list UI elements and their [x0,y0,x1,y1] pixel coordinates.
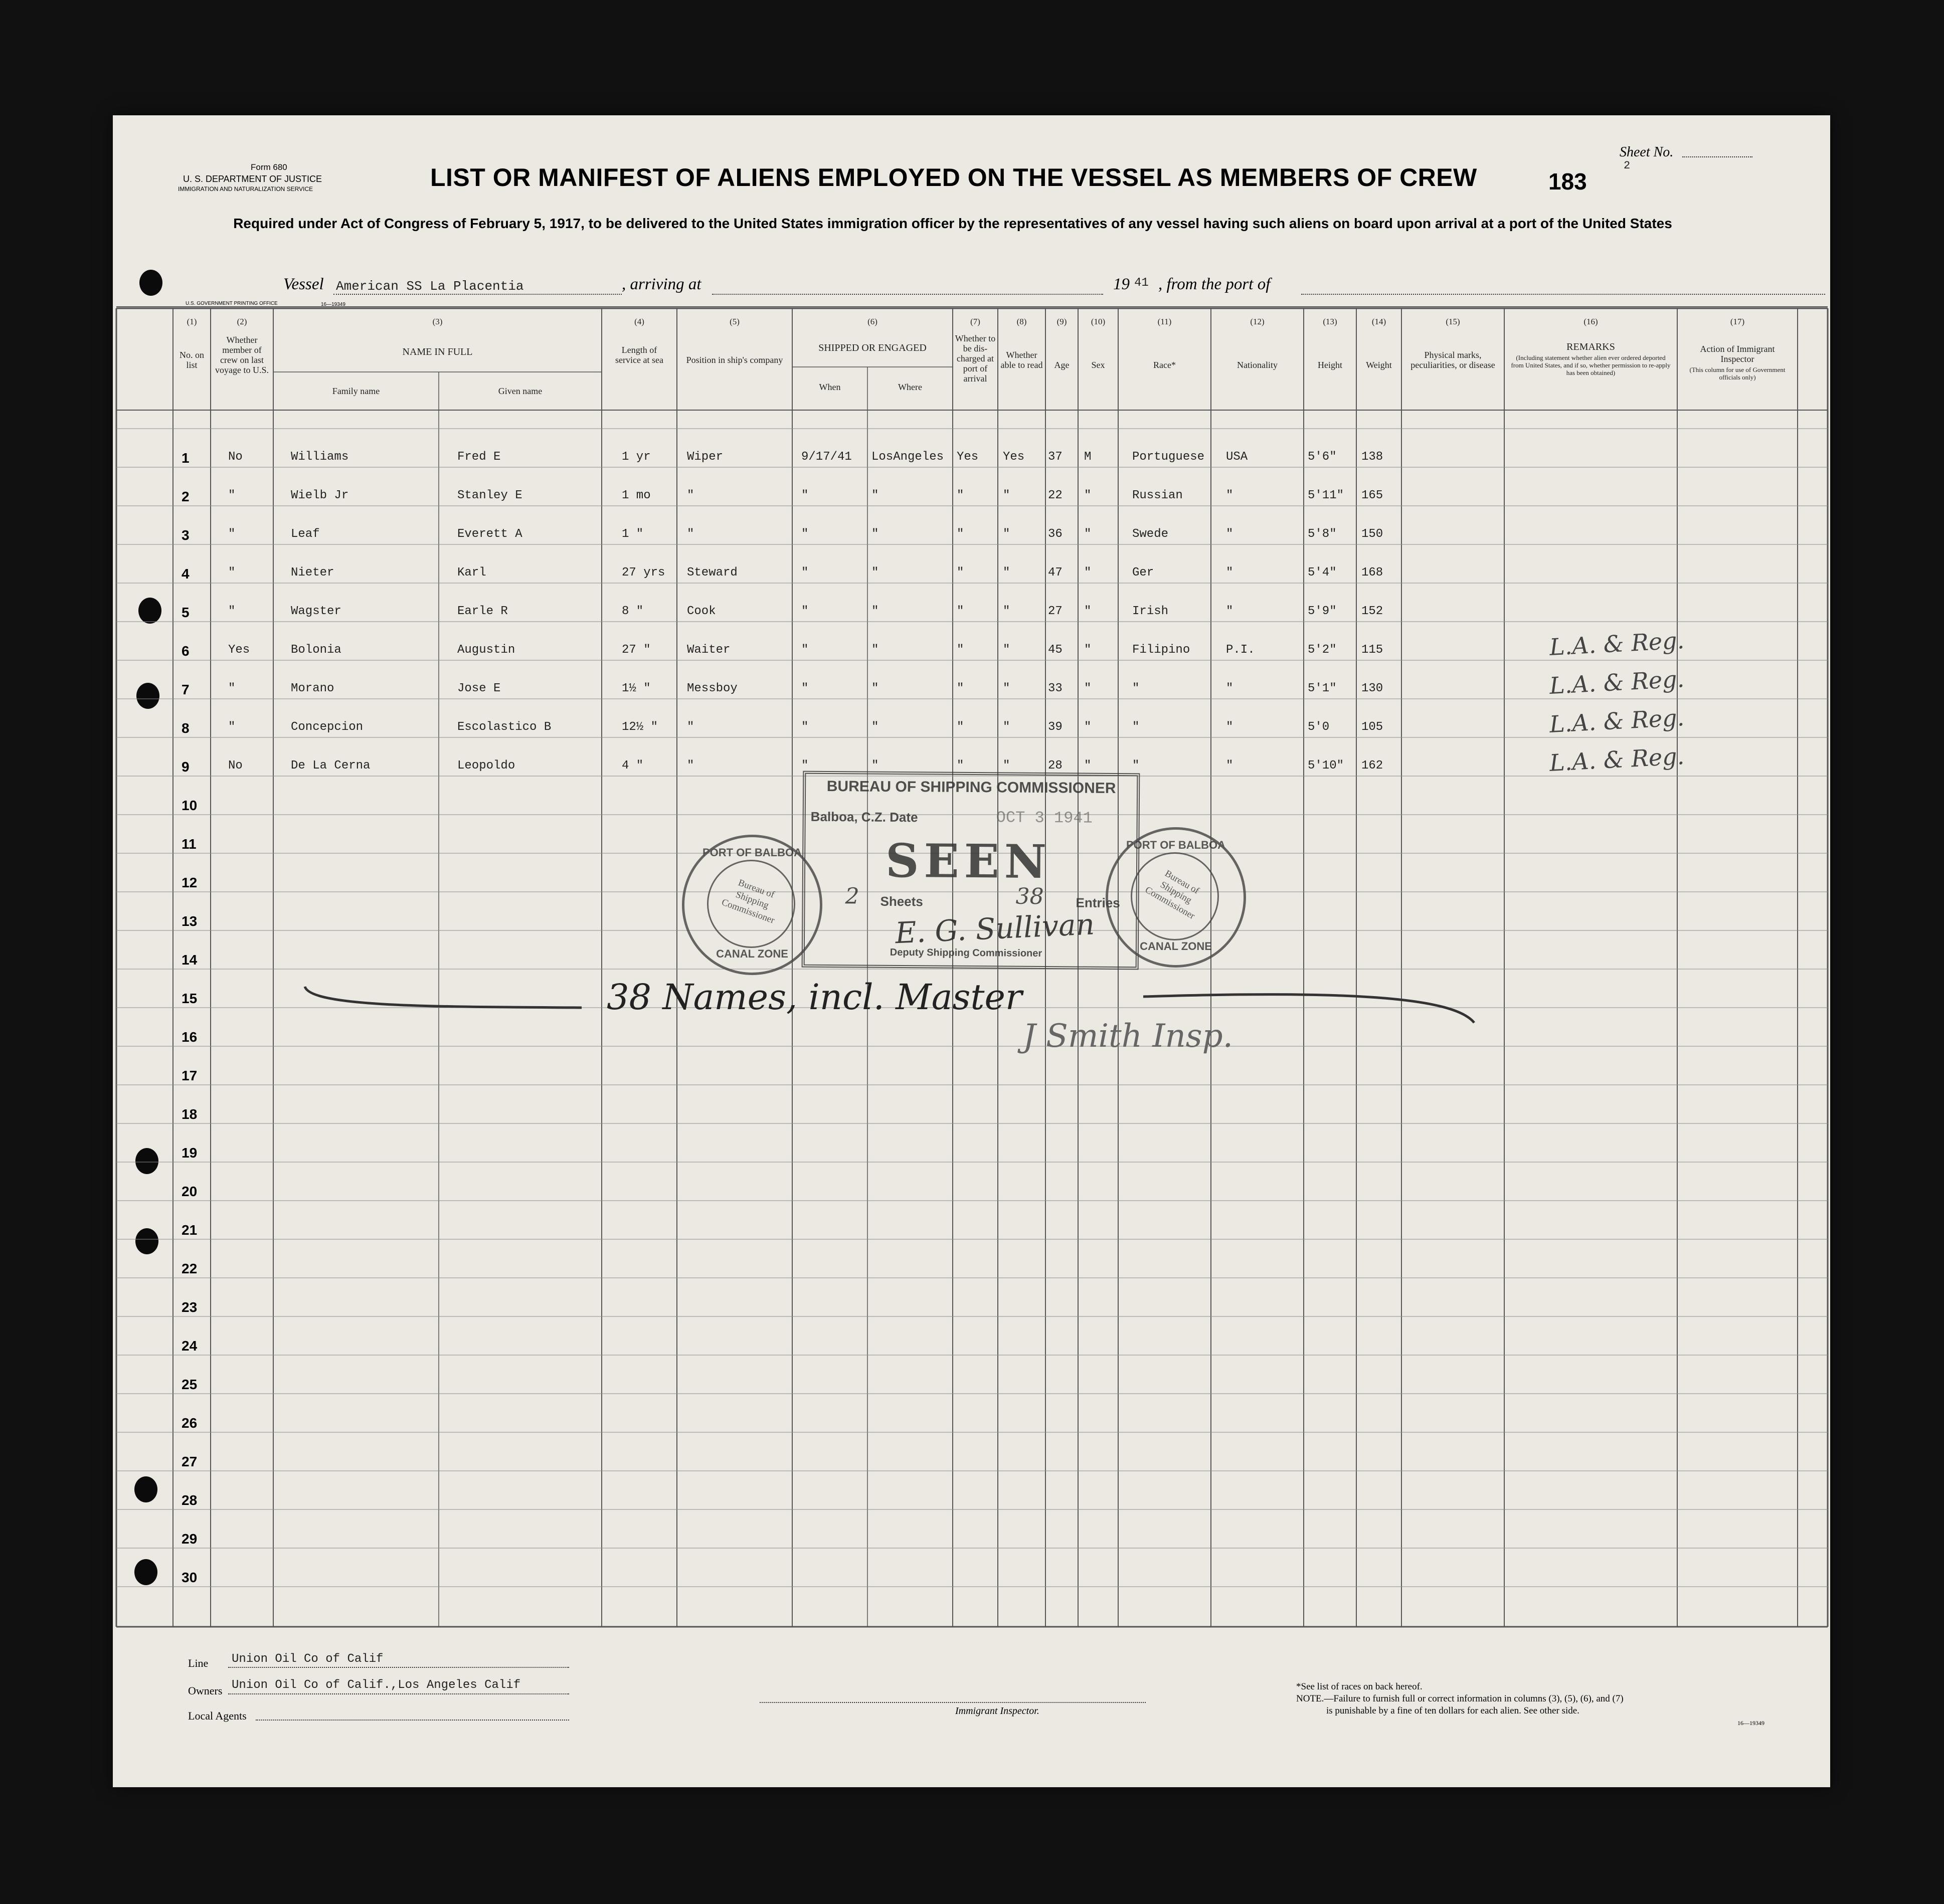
cell-race: Irish [1132,605,1169,618]
footer-line-value: Union Oil Co of Calif [232,1652,384,1666]
cell-age: 22 [1048,489,1063,502]
cell-where: " [871,527,879,541]
cell-age: 28 [1048,759,1063,773]
cell-no: 7 [182,682,190,697]
col-header-sex: Sex [1091,360,1105,370]
col-number: (1) [187,317,197,326]
cell-sex: " [1084,682,1092,695]
cell-given: Leopoldo [457,759,515,773]
cell-age: 37 [1048,450,1063,464]
cell-service: 8 " [622,605,644,618]
col-header-when: When [819,382,841,392]
cell-where: " [871,720,879,734]
cell-race: " [1132,682,1140,695]
cell-prev: No [228,450,243,464]
cell-prev: " [228,682,236,695]
row-number: 17 [182,1068,198,1083]
stamp-entries-label: Entries [1076,895,1120,911]
cell-no: 2 [182,489,190,504]
manifest-subtitle: Required under Act of Congress of February 5, 1917, to be delivered to the United States immigration officer by the representatives of any vessel having such aliens on board upon arrival at a port of the United States [233,216,1672,231]
cell-height: 5'4" [1308,566,1337,580]
cell-where: " [871,759,879,773]
row-number: 29 [182,1531,198,1547]
row-number: 23 [182,1299,198,1315]
cell-given: Stanley E [457,489,522,502]
col-header-family-name: Family name [332,386,380,396]
cell-race: " [1132,759,1140,773]
row-number: 13 [182,913,198,929]
cell-discharge: Yes [957,450,979,464]
cell-weight: 162 [1361,759,1383,773]
cell-read: " [1003,489,1010,502]
printing-office: U.S. GOVERNMENT PRINTING OFFICE [186,301,278,306]
cell-age: 47 [1048,566,1063,580]
cell-sex: " [1084,605,1092,618]
footer-owners-label: Owners [188,1684,223,1697]
year-value: 41 [1134,276,1149,290]
col-header-discharge: Whether to be dis-charged at port of arrival [955,333,996,384]
cell-family: Bolonia [291,643,341,657]
cell-service: 27 yrs [622,566,665,580]
cell-where: " [871,643,879,657]
cell-given: Escolastico B [457,720,552,734]
form-number: Form 680 [251,162,287,172]
cell-prev: " [228,566,236,580]
cell-height: 5'8" [1308,527,1337,541]
cell-read: " [1003,720,1010,734]
row-number: 16 [182,1029,198,1045]
handwritten-remark: L.A. & Reg. [1548,665,1685,700]
col-header-service: Length of service at sea [615,345,663,365]
cell-service: 1 " [622,527,644,541]
cell-nationality: " [1226,759,1233,773]
cell-service: 1 mo [622,489,651,502]
cell-family: Wielb Jr [291,489,349,502]
stamp-entries-value: 38 [1015,883,1044,910]
cell-discharge: " [957,566,964,580]
col-header-remarks-note: (Including statement whether alien ever ordered deported from United States, and if so, whether permission to re-apply has been obtained) [1511,354,1671,376]
cell-race: " [1132,720,1140,734]
vessel-name: American SS La Placentia [336,279,524,294]
cell-family: Concepcion [291,720,364,734]
cell-no: 1 [182,450,190,466]
stamp-date-value: OCT 3 1941 [996,808,1093,828]
cell-sex: " [1084,566,1092,580]
cell-prev: Yes [228,643,250,657]
col-number: (16) [1583,317,1598,326]
cell-no: 6 [182,643,190,659]
inspector-rule [760,1702,1146,1703]
cell-read: " [1003,566,1010,580]
col-header-action-note: (This column for use of Government officials only) [1689,366,1786,381]
stamp-deputy-label: Deputy Shipping Commissioner [890,946,1042,959]
cell-nationality: P.I. [1226,643,1255,657]
cell-weight: 138 [1361,450,1383,464]
cell-nationality: " [1226,527,1233,541]
cell-when: " [801,720,809,734]
stamp-sheets-value: 2 [845,883,859,909]
cell-where: " [871,682,879,695]
cell-given: Everett A [457,527,522,541]
footer-agents-label: Local Agents [188,1709,247,1722]
cell-weight: 150 [1361,527,1383,541]
seal-center-text: Bureau of Shipping Commissioner [1143,868,1201,922]
cell-race: Russian [1132,489,1183,502]
cell-where: " [871,566,879,580]
cell-nationality: " [1226,720,1233,734]
cell-discharge: " [957,643,964,657]
cell-sex: " [1084,643,1092,657]
cell-prev: No [228,759,243,773]
footer-note-penalty-2: is punishable by a fine of ten dollars for each alien. See other side. [1326,1705,1579,1716]
cell-when: " [801,527,809,541]
cell-height: 5'9" [1308,605,1337,618]
cell-race: Portuguese [1132,450,1205,464]
footer-note-races: *See list of races on back hereof. [1296,1681,1423,1692]
stamp-seen: SEEN [885,833,1052,889]
cell-position: Wiper [687,450,724,464]
cell-position: " [687,759,694,773]
cell-family: Wagster [291,605,341,618]
cell-when: " [801,566,809,580]
col-number: (9) [1056,317,1067,326]
cell-nationality: " [1226,605,1233,618]
cell-weight: 165 [1361,489,1383,502]
cell-service: 1 yr [622,450,651,464]
cell-position: Cook [687,605,716,618]
row-number: 10 [182,798,198,813]
col-header-weight: Weight [1366,360,1392,370]
col-header-no: No. on list [180,350,204,370]
cell-when: " [801,643,809,657]
cell-read: " [1003,605,1010,618]
cell-service: 1½ " [622,682,651,695]
row-number: 25 [182,1377,198,1392]
cell-discharge: " [957,605,964,618]
row-number: 21 [182,1222,198,1238]
col-number: (7) [970,317,980,326]
stamp-bureau-line: BUREAU OF SHIPPING COMMISSIONER [826,778,1116,797]
col-header-position: Position in ship's company [686,355,783,365]
year-prefix: 19 [1113,275,1130,293]
footer-note-penalty: NOTE.—Failure to furnish full or correct information in columns (3), (5), (6), and (7) [1296,1693,1624,1704]
col-header-last-voyage: Whether member of crew on last voyage to U.S. [215,335,269,375]
row-number: 27 [182,1454,198,1469]
stamp-date-label: Balboa, C.Z. Date [810,809,918,825]
cell-where: " [871,489,879,502]
seal-top-text: PORT OF BALBOA [702,846,802,859]
inspector-signature: J Smith Insp. [1023,1018,1233,1055]
col-header-shipped: SHIPPED OR ENGAGED [818,342,927,353]
cell-position: Waiter [687,643,731,657]
row-number: 12 [182,875,198,890]
cell-discharge: " [957,489,964,502]
footer-owners-value: Union Oil Co of Calif.,Los Angeles Calif [232,1678,521,1692]
cell-family: Nieter [291,566,334,580]
row-number: 14 [182,952,198,968]
cell-prev: " [228,527,236,541]
cell-discharge: " [957,682,964,695]
cell-no: 8 [182,720,190,736]
col-header-action: Action of Immigrant Inspector [1700,344,1775,364]
cell-sex: M [1084,450,1092,464]
handwritten-names-note: 38 Names, incl. Master [607,977,1022,1018]
cell-nationality: " [1226,682,1233,695]
cell-where: LosAngeles [871,450,944,464]
service-name: IMMIGRATION AND NATURALIZATION SERVICE [178,185,313,193]
cell-service: 4 " [622,759,644,773]
cell-when: 9/17/41 [801,450,852,464]
cell-height: 5'1" [1308,682,1337,695]
department-name: U. S. DEPARTMENT OF JUSTICE [183,174,322,184]
cell-weight: 115 [1361,643,1383,657]
col-header-where: Where [898,382,922,392]
cell-weight: 152 [1361,605,1383,618]
row-number: 28 [182,1492,198,1508]
cell-age: 36 [1048,527,1063,541]
row-number: 26 [182,1415,198,1431]
footer-line-label: Line [188,1657,209,1669]
cell-sex: " [1084,759,1092,773]
col-header-remarks: REMARKS [1566,341,1615,352]
row-number: 30 [182,1570,198,1585]
cell-position: " [687,489,694,502]
cell-discharge: " [957,759,964,773]
footer-line-rule [228,1667,569,1668]
footer-agents-rule [256,1720,569,1721]
from-port-label: , from the port of [1158,275,1271,293]
footer-owners-rule [228,1693,569,1694]
col-number: (13) [1323,317,1337,326]
col-number: (12) [1250,317,1265,326]
cell-family: De La Cerna [291,759,371,773]
col-number: (10) [1091,317,1106,326]
cell-age: 39 [1048,720,1063,734]
cell-sex: " [1084,489,1092,502]
cell-age: 27 [1048,605,1063,618]
col-number: (11) [1157,317,1172,326]
cell-position: " [687,720,694,734]
col-number: (17) [1730,317,1745,326]
col-header-nationality: Nationality [1237,360,1278,370]
row-number: 18 [182,1106,198,1122]
col-header-given-name: Given name [498,386,543,396]
cell-race: Filipino [1132,643,1190,657]
col-number: (6) [867,317,877,326]
cell-no: 5 [182,605,190,620]
sheet-label: Sheet No. [1620,144,1674,160]
seal-center-text: Bureau of Shipping Commissioner [720,877,776,926]
cell-weight: 105 [1361,720,1383,734]
handwritten-remark: L.A. & Reg. [1548,742,1685,777]
col-number: (8) [1016,317,1027,326]
row-number: 24 [182,1338,198,1354]
col-number: (3) [432,317,443,326]
cell-race: Ger [1132,566,1154,580]
cell-no: 4 [182,566,190,582]
col-header-name: NAME IN FULL [402,346,473,357]
cell-height: 5'0 [1308,720,1330,734]
col-number: (5) [730,317,740,326]
cell-given: Jose E [457,682,501,695]
page-number: 183 [1548,168,1587,195]
cell-height: 5'11" [1308,489,1344,502]
footer-inspector-label: Immigrant Inspector. [955,1705,1039,1717]
cell-discharge: " [957,720,964,734]
cell-when: " [801,759,809,773]
cell-family: Morano [291,682,334,695]
vessel-label: Vessel [283,275,324,293]
cell-when: " [801,682,809,695]
cell-nationality: USA [1226,450,1248,464]
arriving-label: , arriving at [622,275,701,293]
cell-read: " [1003,759,1010,773]
handwritten-remark: L.A. & Reg. [1548,703,1685,738]
cell-age: 33 [1048,682,1063,695]
seal-bottom-text: CANAL ZONE [716,947,788,960]
cell-family: Leaf [291,527,320,541]
cell-family: Williams [291,450,349,464]
cell-height: 5'10" [1308,759,1344,773]
cell-no: 9 [182,759,190,775]
footer-form-code: 16—19349 [1737,1720,1764,1727]
cell-where: " [871,605,879,618]
cell-read: " [1003,682,1010,695]
cell-weight: 130 [1361,682,1383,695]
cell-service: 27 " [622,643,651,657]
col-header-age: Age [1054,360,1070,370]
cell-given: Earle R [457,605,508,618]
row-number: 11 [182,836,197,852]
seal-bottom-text: CANAL ZONE [1140,940,1212,953]
col-number: (4) [634,317,644,326]
cell-position: Messboy [687,682,738,695]
cell-height: 5'2" [1308,643,1337,657]
cell-nationality: " [1226,489,1233,502]
cell-given: Karl [457,566,486,580]
cell-position: Steward [687,566,738,580]
cell-service: 12½ " [622,720,658,734]
col-header-read: Whether able to read [1000,350,1043,370]
row-number: 19 [182,1145,198,1161]
cell-sex: " [1084,720,1092,734]
handwritten-remark: L.A. & Reg. [1548,626,1685,661]
cell-read: " [1003,643,1010,657]
cell-no: 3 [182,527,190,543]
row-number: 20 [182,1184,198,1199]
col-header-height: Height [1318,360,1342,370]
cell-race: Swede [1132,527,1169,541]
cell-prev: " [228,605,236,618]
manifest-title: LIST OR MANIFEST OF ALIENS EMPLOYED ON THE VESSEL AS MEMBERS OF CREW [430,163,1477,192]
col-number: (2) [237,317,247,326]
row-number: 22 [182,1261,198,1276]
cell-discharge: " [957,527,964,541]
stamp-signature: E. G. Sullivan [894,907,1096,950]
cell-read: " [1003,527,1010,541]
cell-age: 45 [1048,643,1063,657]
cell-height: 5'6" [1308,450,1337,464]
cell-given: Fred E [457,450,501,464]
row-number: 15 [182,991,198,1006]
cell-sex: " [1084,527,1092,541]
cell-when: " [801,489,809,502]
printing-code: 16—19349 [321,302,345,307]
seal-top-text: PORT OF BALBOA [1126,839,1225,851]
col-header-physical-marks: Physical marks, peculiarities, or disease [1410,350,1495,370]
cell-read: Yes [1003,450,1025,464]
col-number: (15) [1446,317,1460,326]
cell-nationality: " [1226,566,1233,580]
cell-when: " [801,605,809,618]
sheet-number: 2 [1624,159,1631,172]
cell-prev: " [228,720,236,734]
cell-weight: 168 [1361,566,1383,580]
col-number: (14) [1371,317,1386,326]
col-header-race: Race* [1153,360,1176,370]
stamp-sheets-label: Sheets [880,893,923,909]
cell-prev: " [228,489,236,502]
cell-given: Augustin [457,643,515,657]
cell-position: " [687,527,694,541]
